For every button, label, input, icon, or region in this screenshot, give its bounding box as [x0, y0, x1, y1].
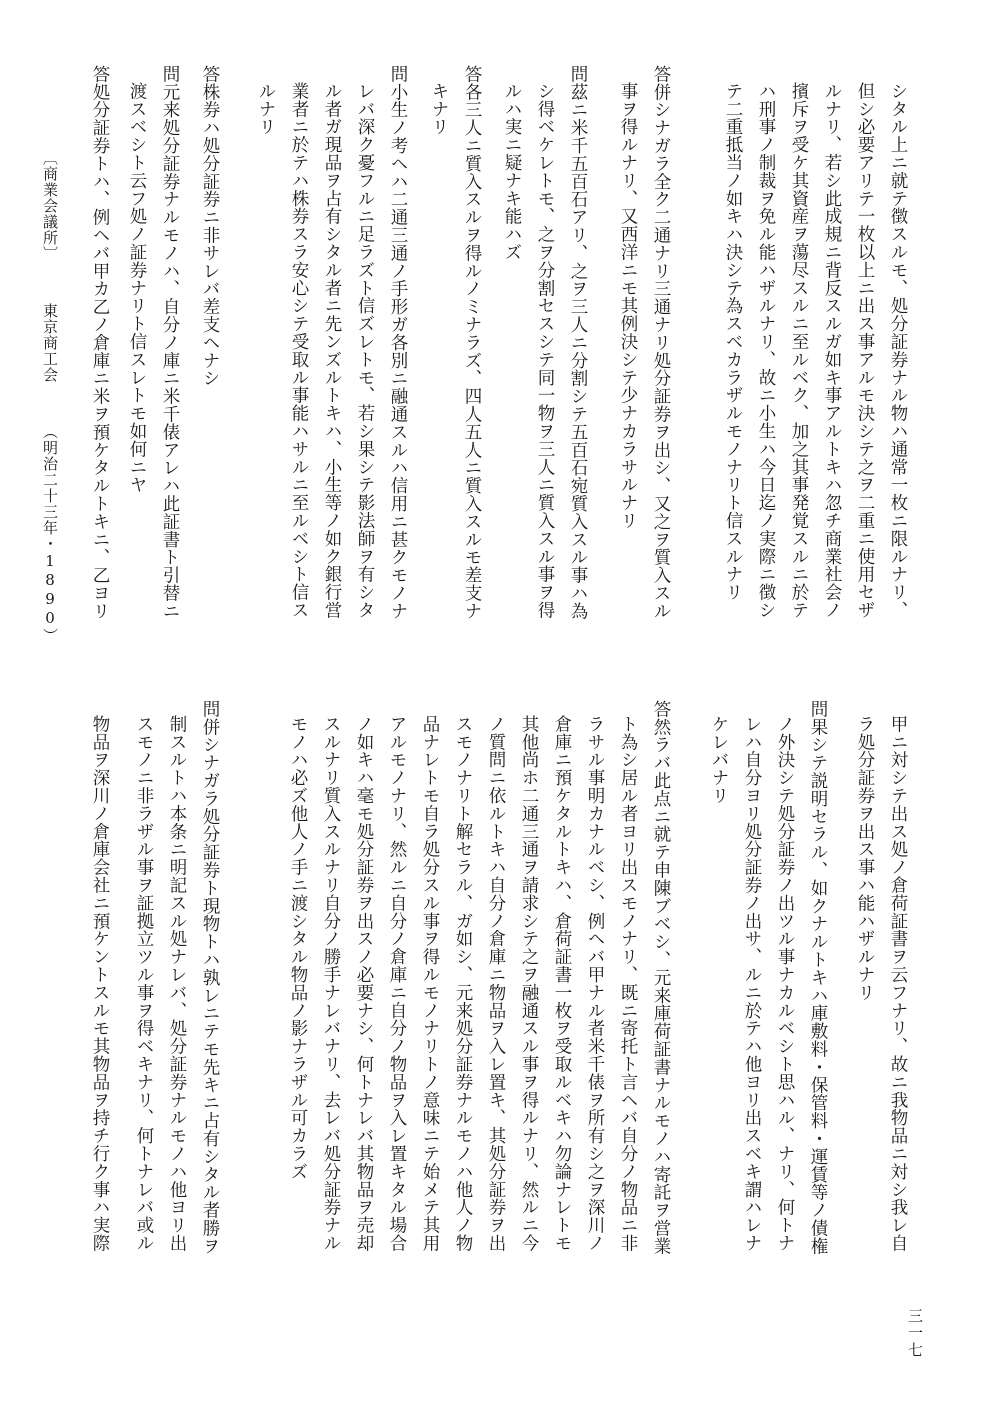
organization-name: 東京商工会: [41, 303, 59, 383]
text-column: 問果シテ説明セラル、如クナルトキハ庫敷料・保管料・運賃等ノ債権: [808, 700, 828, 1255]
text-column: 但シ必要アリテ一枚以上ニ出ス事アルモ決シテ之ヲ二重ニ使用セザ: [855, 82, 875, 619]
text-column: キナリ: [429, 82, 449, 136]
text-column: 答各三人ニ質入スルヲ得ルノミナラズ、四人五人ニ質入スルモ差支ナ: [462, 65, 482, 620]
era-date: （明治二十三年・1890）: [41, 424, 59, 644]
text-column: 制スルトハ本条ニ明記スル処ナレバ、処分証券ナルモノハ他ヨリ出: [167, 715, 187, 1252]
text-column: 問小生ノ考ヘハ二通三通ノ手形ガ各別ニ融通スルハ信用ニ甚クモノナ: [388, 65, 408, 620]
text-column: ノ如キハ毫モ処分証券ヲ出スノ必要ナシ、何トナレバ其物品ヲ売却: [354, 715, 374, 1252]
page-number: 三一七: [906, 1308, 924, 1359]
text-column: ラ処分証券ヲ出ス事ハ能ハザルナリ: [855, 715, 875, 1002]
text-column: ハ刑事ノ制裁ヲ免ル能ハザルナリ、故ニ小生ハ今日迄ノ実際ニ徴シ: [756, 82, 776, 619]
text-column: 答株券ハ処分証券ニ非サレバ差支ヘナシ: [200, 65, 220, 388]
text-column: 擯斥ヲ受ケ其資産ヲ蕩尽スルニ至ルベク、加之其事発覚スルニ於テ: [789, 82, 809, 619]
text-column: ルナリ: [256, 82, 276, 136]
text-column: ト為シ居ル者ヨリ出スモノナリ、既ニ寄托ト言ヘバ自分ノ物品ニ非: [618, 715, 638, 1252]
text-column: アルモノナリ、然ルニ自分ノ倉庫ニ自分ノ物品ヲ入レ置キタル場合: [387, 715, 407, 1252]
text-column: ラサル事明カナルベシ、例ヘバ甲ナル者米千俵ヲ所有シ之ヲ深川ノ: [585, 715, 605, 1252]
text-column: 業者ニ於テハ株券スラ安心シテ受取ル事能ハサルニ至ルベシト信ス: [289, 82, 309, 619]
text-column: レハ自分ヨリ処分証券ノ出サ、ルニ於テハ他ヨリ出スベキ謂ハレナ: [742, 715, 762, 1252]
text-column: レバ深ク憂フルニ足ラズト信ズレトモ、若シ果シテ影法師ヲ有シタ: [355, 82, 375, 619]
text-column: テ二重抵当ノ如キハ決シテ為スベカラザルモノナリト信スルナリ: [723, 82, 743, 602]
text-column: シ得ベケレトモ、之ヲ分割セスシテ同一物ヲ三人ニ質入スル事ヲ得: [535, 82, 555, 619]
text-column: 答処分証券トハ、例ヘバ甲カ乙ノ倉庫ニ米ヲ預ケタルトキニ、乙ヨリ: [90, 65, 110, 620]
text-column: 其他尚ホ二通三通ヲ請求シテ之ヲ融通スル事ヲ得ルナリ、然ルニ今: [519, 715, 539, 1252]
text-column: 物品ヲ深川ノ倉庫会社ニ預ケントスルモ其物品ヲ持チ行ク事ハ実際: [90, 715, 110, 1252]
text-column: ノ外決シテ処分証券ノ出ツル事ナカルベシト思ハル、ナリ、何トナ: [775, 715, 795, 1252]
text-column: スルナリ質入スルナリ自分ノ勝手ナレバナリ、去レバ処分証券ナル: [321, 715, 341, 1252]
text-column: ルナリ、若シ此成規ニ背反スルガ如キ事アルトキハ忽チ商業社会ノ: [822, 82, 842, 619]
source-label: 〔商業会議所〕: [41, 150, 59, 262]
text-column: ル者ガ現品ヲ占有シタル者ニ先ンズルトキハ、小生等ノ如ク銀行営: [322, 82, 342, 619]
text-column: ルハ実ニ疑ナキ能ハズ: [502, 82, 522, 261]
text-column: 倉庫ニ預ケタルトキハ、倉荷証書一枚ヲ受取ルベキハ勿論ナレトモ: [552, 715, 572, 1252]
text-column: シタル上ニ就テ徴スルモ、処分証券ナル物ハ通常一枚ニ限ルナリ、: [888, 82, 908, 619]
text-column: スモノニ非ラザル事ヲ証拠立ツル事ヲ得ベキナリ、何トナレバ或ル: [134, 715, 154, 1252]
source-attribution: [40, 150, 61, 666]
text-column: 答併シナガラ全ク二通ナリ三通ナリ処分証券ヲ出シ、又之ヲ質入スル: [651, 65, 671, 620]
text-column: 問併シナガラ処分証券ト現物トハ孰レニテモ先キニ占有シタル者勝ヲ: [200, 700, 220, 1255]
text-column: 答然ラバ此点ニ就テ申陳ブベシ、元来庫荷証書ナルモノハ寄託ヲ営業: [651, 700, 671, 1255]
text-column: モノハ必ズ他人ノ手ニ渡シタル物品ノ影ナラザル可カラズ: [288, 715, 308, 1181]
text-column: 渡スベシト云フ処ノ証券ナリト信スレトモ如何ニヤ: [127, 82, 147, 494]
text-column: 問元来処分証券ナルモノハ、自分ノ庫ニ米千俵アレハ此証書ト引替ニ: [160, 65, 180, 620]
text-column: ケレバナリ: [709, 715, 729, 805]
text-column: スモノナリト解セラル、ガ如シ、元来処分証券ナルモノハ他人ノ物: [453, 715, 473, 1252]
text-column: 甲ニ対シテ出ス処ノ倉荷証書ヲ云フナリ、故ニ我物品ニ対シ我レ自: [888, 715, 908, 1252]
text-column: ノ質問ニ依ルトキハ自分ノ倉庫ニ物品ヲ入レ置キ、其処分証券ヲ出: [486, 715, 506, 1252]
text-column: 問茲ニ米千五百石アリ、之ヲ三人ニ分割シテ五百石宛質入スル事ハ為: [568, 65, 588, 620]
text-column: 事ヲ得ルナリ、又西洋ニモ其例決シテ少ナカラサルナリ: [618, 82, 638, 530]
text-column: 品ナレトモ自ラ処分スル事ヲ得ルモノナリトノ意味ニテ始メテ其用: [420, 715, 440, 1252]
